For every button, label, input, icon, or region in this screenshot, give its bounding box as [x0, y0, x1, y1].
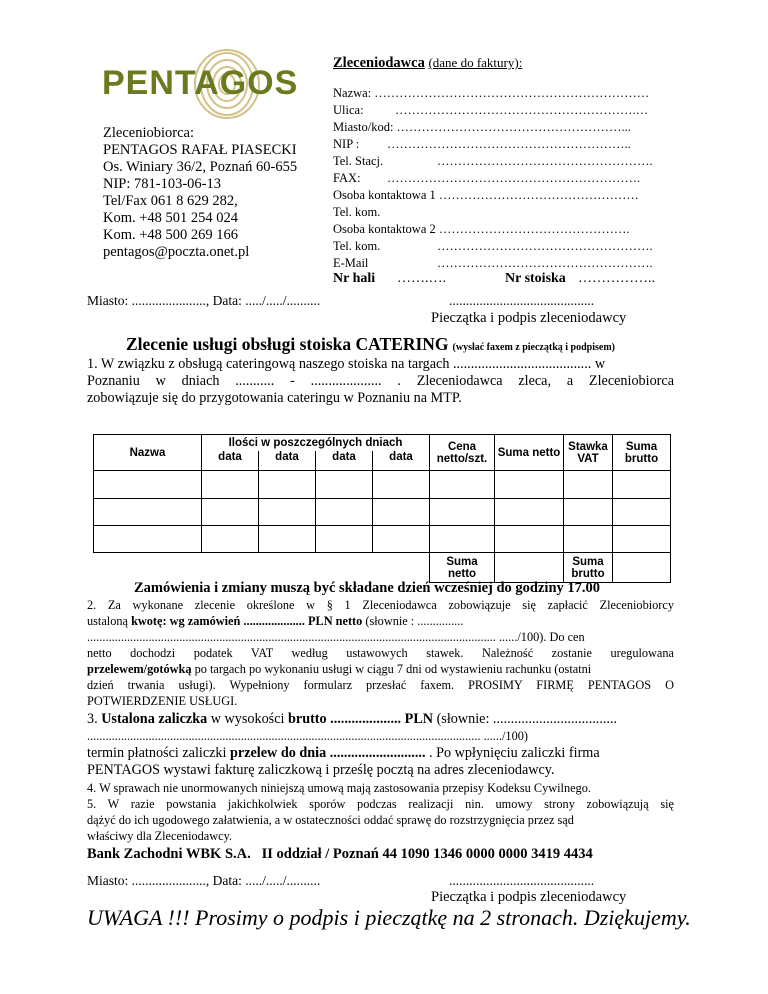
header-quantity: Ilości w poszczególnych dniach: [202, 435, 430, 451]
paragraph-4: 4. W sprawach nie unormowanych niniejszą umową mają zastosowania przepisy Kodeksu Cywilnego.: [87, 781, 591, 795]
contractor-nip: NIP: 781-103-06-13: [103, 176, 222, 192]
table-total-row: [94, 553, 671, 583]
table-cell[interactable]: [373, 471, 430, 499]
client-nip-label: NIP :: [333, 137, 360, 151]
client-city-field[interactable]: ………………………………………………...: [396, 120, 631, 134]
header-gross-sum: Suma brutto: [613, 435, 671, 471]
paragraph-2-line-5: przelewem/gotówką po targach po wykonaniu usługi w ciągu 7 dni od wystawieniu rachunku (ostatni: [87, 662, 592, 676]
client-name-label: Nazwa:: [333, 86, 372, 100]
client-fax-field[interactable]: …………………………………………………….: [387, 171, 641, 185]
order-title: Zlecenie usługi obsługi stoiska CATERING: [126, 334, 449, 354]
table-cell[interactable]: [430, 471, 495, 499]
hall-label: Nr hali: [333, 271, 376, 286]
table-row: [94, 526, 671, 553]
paragraph-2-line-2: ustaloną kwotę: wg zamówień .................... PLN netto (słownie : ...............: [87, 614, 464, 628]
table-cell[interactable]: [495, 526, 564, 553]
header-date-2: data: [259, 451, 316, 471]
paragraph-3-line-2: ................................................................................................................................ ....../100): [87, 729, 528, 743]
total-gross-value[interactable]: [613, 553, 671, 583]
table-cell[interactable]: [373, 526, 430, 553]
header-net-sum: Suma netto: [495, 435, 564, 471]
paragraph-2-line-3: ..................................................................................................................................... ....../100). Do cen: [87, 630, 585, 644]
paragraph-1-line-2: Poznaniu w dniach ........... - .................... . Zleceniodawca zleca, a Zleceniobiorca: [87, 373, 674, 389]
stamp-label-bottom: Pieczątka i podpis zleceniodawcy: [431, 889, 627, 905]
total-gross-label: Suma brutto: [564, 553, 613, 583]
client-contact1-field[interactable]: …………………………………………: [438, 188, 639, 202]
header-vat: Stawka VAT: [564, 435, 613, 471]
table-cell[interactable]: [564, 499, 613, 526]
client-contact2-mobile-label: Tel. kom.: [333, 239, 381, 253]
table-cell[interactable]: [613, 499, 671, 526]
client-phone-field[interactable]: …………………………………………….: [437, 154, 653, 168]
paragraph-5-line-1: 5. W razie powstania jakichkolwiek sporów podczas realizacji nin. umowy strony zobowiązują się: [87, 797, 674, 811]
paragraph-5-line-2: dążyć do ich ugodowego załatwienia, a w ostateczności oddać sprawę do rozstrzygnięcia przez sąd: [87, 813, 574, 827]
table-cell[interactable]: [259, 526, 316, 553]
client-email-label: E-Mail: [333, 256, 369, 270]
order-title-note: (wysłać faxem z pieczątką i podpisem): [452, 342, 615, 353]
table-cell[interactable]: [430, 499, 495, 526]
table-cell[interactable]: [430, 526, 495, 553]
table-cell[interactable]: [564, 471, 613, 499]
table-cell[interactable]: [259, 471, 316, 499]
hall-field[interactable]: …….….: [397, 271, 446, 286]
logo-text: PENTAGOS: [102, 64, 299, 102]
stamp-dots-bottom: ...........................................: [449, 873, 595, 888]
paragraph-1-line-3: zobowiązuje się do przygotowania cateringu w Poznaniu na MTP.: [87, 390, 462, 406]
table-row: [94, 499, 671, 526]
client-title: Zleceniodawca: [333, 55, 425, 71]
contractor-tel-fax: Tel/Fax 061 8 629 282,: [103, 193, 238, 209]
table-cell[interactable]: [94, 471, 202, 499]
company-logo: [92, 48, 299, 120]
client-subtitle: (dane do faktury):: [428, 55, 523, 70]
table-cell[interactable]: [613, 526, 671, 553]
table-cell[interactable]: [202, 526, 259, 553]
client-city-label: Miasto/kod:: [333, 120, 394, 134]
place-date-bottom[interactable]: Miasto: ......................, Data: ...../...../..........: [87, 873, 321, 888]
table-cell[interactable]: [202, 471, 259, 499]
paragraph-2-line-4: netto dochodzi podatek VAT według ustawowych stawek. Należność zostanie uregulowana: [87, 646, 674, 660]
client-fax-label: FAX:: [333, 171, 361, 185]
total-net-value[interactable]: [495, 553, 564, 583]
contractor-address: Os. Winiary 36/2, Poznań 60-655: [103, 159, 298, 175]
paragraph-3-line-4: PENTAGOS wystawi fakturę zaliczkową i prześlę pocztą na adres zleceniodawcy.: [87, 762, 555, 778]
table-cell[interactable]: [495, 499, 564, 526]
client-nip-field[interactable]: …………………………………………………..: [387, 137, 631, 151]
client-email-field[interactable]: …………………………………………….: [437, 256, 653, 270]
contractor-mobile-1: Kom. +48 501 254 024: [103, 210, 239, 226]
client-phone-label: Tel. Stacj.: [333, 154, 384, 168]
contractor-heading: Zleceniobiorca:: [103, 125, 194, 141]
header-date-1: data: [202, 451, 259, 471]
paragraph-3-line-1: 3. Ustalona zaliczka w wysokości brutto .................... PLN (słownie: ...................................: [87, 711, 618, 727]
client-street-field[interactable]: ………………………………………………….…: [395, 103, 649, 117]
total-net-label: Suma netto: [430, 553, 495, 583]
table-cell[interactable]: [94, 526, 202, 553]
client-contact1-mobile-label: Tel. kom.: [333, 205, 381, 219]
contractor-email: pentagos@poczta.onet.pl: [103, 244, 250, 260]
paragraph-2-line-1: 2. Za wykonane zlecenie określone w § 1 Zleceniodawca zobowiązuje się zapłacić Zleceniobiorcy: [87, 598, 674, 612]
header-name: Nazwa: [94, 435, 202, 471]
paragraph-3-line-3: termin płatności zaliczki przelew do dnia ........................... . Po wpłynięciu zaliczki firma: [87, 745, 600, 761]
stand-label: Nr stoiska: [505, 271, 566, 286]
table-cell[interactable]: [316, 471, 373, 499]
order-table: [93, 434, 671, 583]
table-cell[interactable]: [316, 526, 373, 553]
table-cell[interactable]: [564, 526, 613, 553]
place-date-top[interactable]: Miasto: ......................, Data: ...../...../..........: [87, 293, 321, 308]
paragraph-2-line-7: POTWIERDZENIE USŁUGI.: [87, 694, 238, 708]
header-date-3: data: [316, 451, 373, 471]
table-cell[interactable]: [259, 499, 316, 526]
client-contact2-field[interactable]: ……………………………………….: [438, 222, 630, 236]
client-contact1-label: Osoba kontaktowa 1: [333, 188, 436, 202]
paragraph-5-line-3: właściwy dla Zleceniodawcy.: [87, 829, 232, 843]
client-section-title: [333, 55, 522, 72]
stand-field[interactable]: ……………..: [578, 271, 655, 286]
client-contact2-label: Osoba kontaktowa 2: [333, 222, 436, 236]
bank-account: Bank Zachodni WBK S.A. II oddział / Poznań 44 1090 1346 0000 0000 3419 4434: [87, 846, 593, 862]
client-name-field[interactable]: …………………………………………………………: [374, 86, 650, 100]
stamp-label-top: Pieczątka i podpis zleceniodawcy: [431, 310, 627, 326]
table-cell[interactable]: [94, 499, 202, 526]
table-cell[interactable]: [495, 471, 564, 499]
deadline-note: Zamówienia i zmiany muszą być składane dzień wcześniej do godziny 17.00: [134, 580, 601, 596]
stamp-dots-top: ...........................................: [449, 293, 595, 308]
table-row: [94, 471, 671, 499]
client-street-label: Ulica:: [333, 103, 364, 117]
header-price: Cena netto/szt.: [430, 435, 495, 471]
contractor-name: PENTAGOS RAFAŁ PIASECKI: [103, 142, 297, 158]
footer-note: UWAGA !!! Prosimy o podpis i pieczątkę na 2 stronach. Dziękujemy.: [87, 905, 691, 930]
contractor-mobile-2: Kom. +48 500 269 166: [103, 227, 239, 243]
header-date-4: data: [373, 451, 430, 471]
table-cell[interactable]: [373, 499, 430, 526]
table-cell[interactable]: [613, 471, 671, 499]
paragraph-1-line-1: 1. W związku z obsługą cateringową naszego stoiska na targach ....................................... w: [87, 356, 606, 372]
paragraph-2-line-6: dzień trwania usługi). Wypełniony formularz przesłać faxem. PROSIMY FIRMĘ PENTAGOS O: [87, 678, 674, 692]
client-contact2-mobile-field[interactable]: …………………………………………….: [437, 239, 653, 253]
table-cell[interactable]: [316, 499, 373, 526]
table-cell[interactable]: [202, 499, 259, 526]
